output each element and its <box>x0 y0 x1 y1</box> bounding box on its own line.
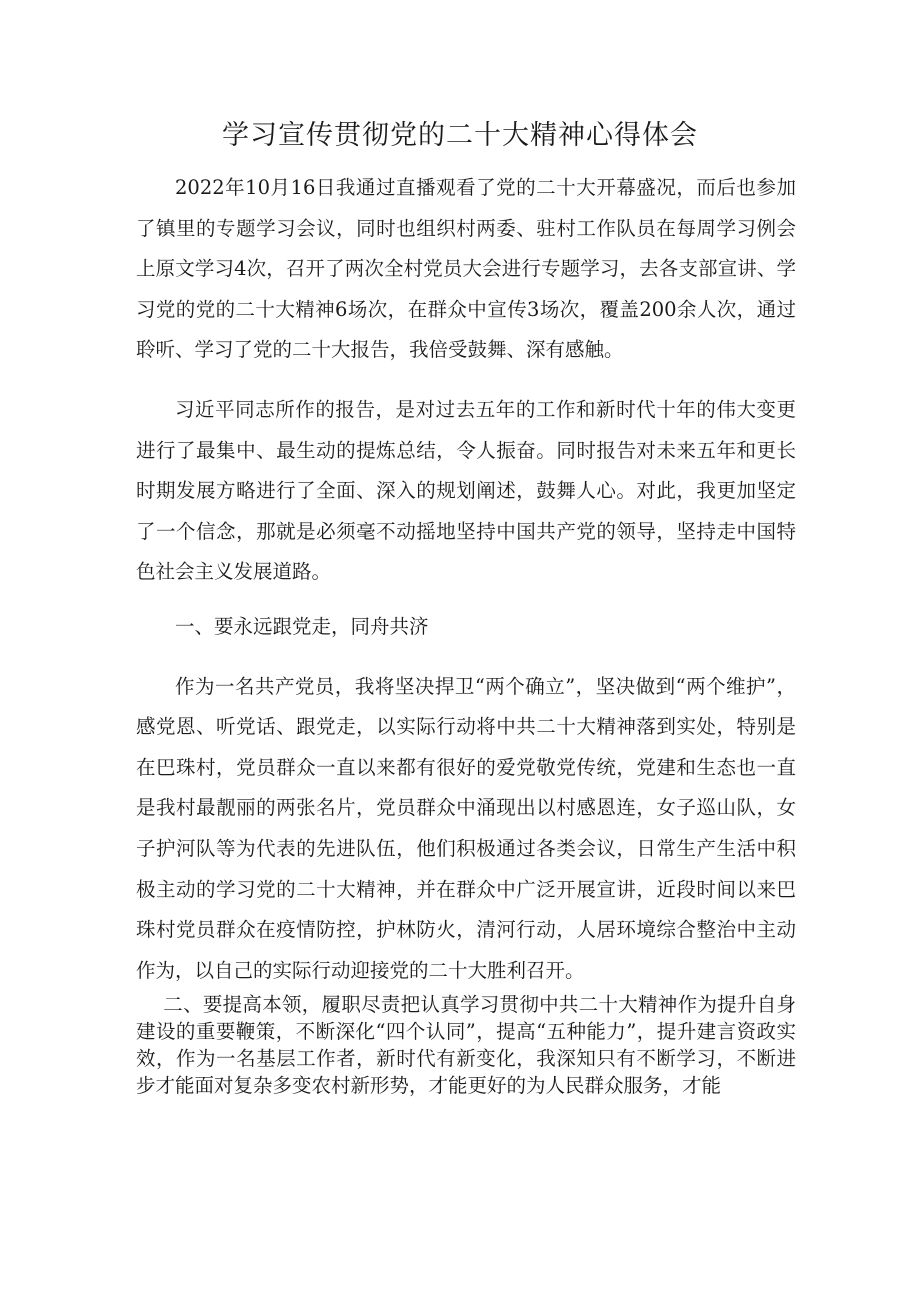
paragraph-report: 习近平同志所作的报告，是对过去五年的工作和新时代十年的伟大变更进行了最集中、最生动的提炼总结，令人振奋。同时报告对未来五年和更长时期发展方略进行了全面、深入的规划阐述，鼓舞人心。对此，我更加坚定了一个信念，那就是必须毫不动摇地坚持中国共产党的领导，坚持走中国特色社会主义发展道路。 <box>136 397 796 584</box>
document-body <box>136 168 796 1099</box>
paragraph-section-2: 二、要提高本领，履职尽责把认真学习贯彻中共二十大精神作为提升自身建设的重要鞭策，不断深化“四个认同”，提高“五种能力”，提升建言资政实效，作为一名基层工作者，新时代有新变化，我深知只有不断学习，不断进步才能面对复杂多变农村新形势，才能更好的为人民群众服务，才能 <box>136 993 796 1098</box>
paragraph-section-1: 作为一名共产党员，我将坚决捍卫“两个确立”，坚决做到“两个维护”，感党恩、听党话、跟党走，以实际行动将中共二十大精神落到实处，特别是在巴珠村，党员群众一直以来都有很好的爱党敬党传统，党建和生态也一直是我村最靓丽的两张名片，党员群众中涌现出以村感恩连，女子巡山队，女子护河队等为代表的先进队伍，他们积极通过各类会议，日常生产生活中积极主动的学习党的二十大精神，并在群众中广泛开展宣讲，近段时间以来巴珠村党员群众在疫情防控，护林防火，清河行动，人居环境综合整治中主动作为，以自己的实际行动迎接党的二十大胜利召开。 <box>136 674 796 982</box>
paragraph-intro: 2022年10月16日我通过直播观看了党的二十大开幕盛况，而后也参加了镇里的专题学习会议，同时也组织村两委、驻村工作队员在每周学习例会上原文学习4次，召开了两次全村党员大会进行专题学习，去各支部宣讲、学习党的党的二十大精神6场次，在群众中宣传3场次，覆盖200余人次，通过聆听、学习了党的二十大报告，我倍受鼓舞、深有感触。 <box>136 176 796 362</box>
document-title: 学习宣传贯彻党的二十大精神心得体会 <box>222 120 698 151</box>
section-heading-1: 一、要永远跟党走，同舟共济 <box>175 614 429 638</box>
